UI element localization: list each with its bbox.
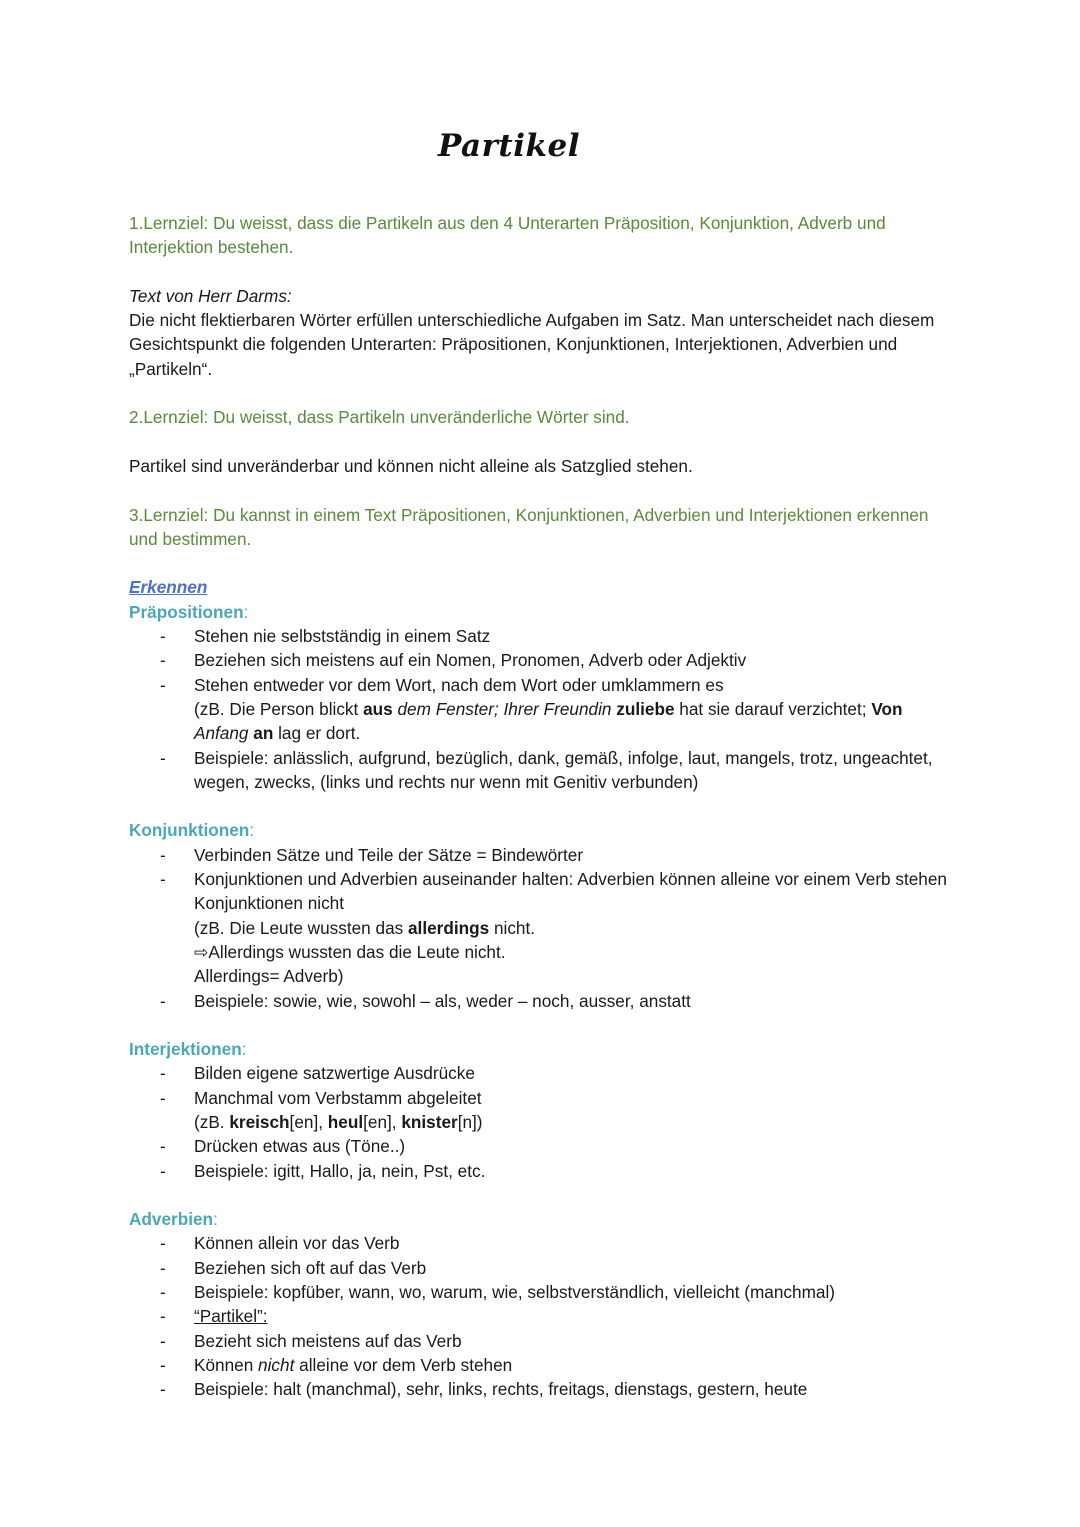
list-item: - Beispiele: kopfüber, wann, wo, warum, wie, selbstverständlich, vielleicht (manchmal): [129, 1280, 959, 1304]
section-heading-konjunktionen: Konjunktionen:: [129, 820, 255, 841]
list-item: - Beziehen sich meistens auf ein Nomen, Pronomen, Adverb oder Adjektiv: [129, 648, 959, 672]
list-item: - Beispiele: igitt, Hallo, ja, nein, Pst, etc.: [129, 1159, 959, 1183]
statement: Partikel sind unveränderbar und können nicht alleine als Satzglied stehen.: [129, 455, 693, 476]
list-item: - Konjunktionen und Adverbien auseinander halten: Adverbien können alleine vor einem Verb stehen Konjunktionen nicht (zB. Die Leute wussten das allerdings nicht. ⇨Allerdings wussten das die Leute nicht. Allerdings= Adverb): [129, 867, 959, 988]
list-item: - Beziehen sich oft auf das Verb: [129, 1256, 959, 1280]
list-item: - Drücken etwas aus (Töne..): [129, 1134, 959, 1158]
page-title: Partikel: [438, 128, 580, 164]
section-heading-praepositionen: Präpositionen:: [129, 601, 249, 622]
document-body: [129, 211, 959, 1402]
section-heading-adverbien: Adverbien:: [129, 1209, 218, 1230]
list-item: - Verbinden Sätze und Teile der Sätze = Bindewörter: [129, 843, 959, 867]
text-body: Die nicht flektierbaren Wörter erfüllen unterschiedliche Aufgaben im Satz. Man unterscheidet nach diesem Gesichtspunkt die folgenden Unterarten: Präpositionen, Konjunktionen, Interjektionen, Adverbien und „Partikeln“.: [129, 310, 935, 379]
list-item: - “Partikel”:: [129, 1304, 959, 1328]
interjektionen-list: [129, 1061, 959, 1182]
learning-goal-1: 1.Lernziel: Du weisst, dass die Partikeln aus den 4 Unterarten Präposition, Konjunktion, Adverb und Interjektion bestehen.: [129, 213, 886, 258]
adverbien-list: [129, 1231, 959, 1401]
learning-goal-3: 3.Lernziel: Du kannst in einem Text Präpositionen, Konjunktionen, Adverbien und Interjektionen erkennen und bestimmen.: [129, 504, 929, 549]
example: (zB. Die Person blickt aus dem Fenster; Ihrer Freundin zuliebe hat sie darauf verzichtet; Von Anfang an lag er dort.: [194, 698, 903, 744]
list-item: - Beispiele: halt (manchmal), sehr, links, rechts, freitags, dienstags, gestern, heute: [129, 1377, 959, 1401]
list-item: - Können nicht alleine vor dem Verb stehen: [129, 1353, 959, 1377]
list-item: - Bilden eigene satzwertige Ausdrücke: [129, 1061, 959, 1085]
erkennen-heading: Erkennen: [129, 577, 208, 598]
section-heading-interjektionen: Interjektionen:: [129, 1039, 247, 1060]
list-item: - Können allein vor das Verb: [129, 1231, 959, 1255]
text-label: Text von Herr Darms:: [129, 285, 292, 306]
list-item: - Beispiele: sowie, wie, sowohl – als, weder – noch, ausser, anstatt: [129, 989, 959, 1013]
list-item: - Stehen entweder vor dem Wort, nach dem Wort oder umklammern es (zB. Die Person blickt aus dem Fenster; Ihrer Freundin zuliebe hat sie darauf verzichtet; Von Anfang an lag er dort.: [129, 673, 959, 746]
arrow-right-icon: ⇨: [194, 941, 209, 962]
arrow-line: ⇨Allerdings wussten das die Leute nicht.: [194, 941, 506, 962]
list-item: - Stehen nie selbstständig in einem Satz: [129, 624, 959, 648]
konjunktionen-list: [129, 843, 959, 1013]
learning-goal-2: 2.Lernziel: Du weisst, dass Partikeln unveränderliche Wörter sind.: [129, 407, 630, 428]
praepositionen-list: [129, 624, 959, 794]
list-item: - Beispiele: anlässlich, aufgrund, bezüglich, dank, gemäß, infolge, laut, mangels, trotz, ungeachtet, wegen, zwecks, (links und rechts nur wenn mit Genitiv verbunden): [129, 746, 959, 795]
list-item: - Manchmal vom Verbstamm abgeleitet (zB. kreisch[en], heul[en], knister[n]): [129, 1086, 959, 1135]
list-item: - Bezieht sich meistens auf das Verb: [129, 1329, 959, 1353]
